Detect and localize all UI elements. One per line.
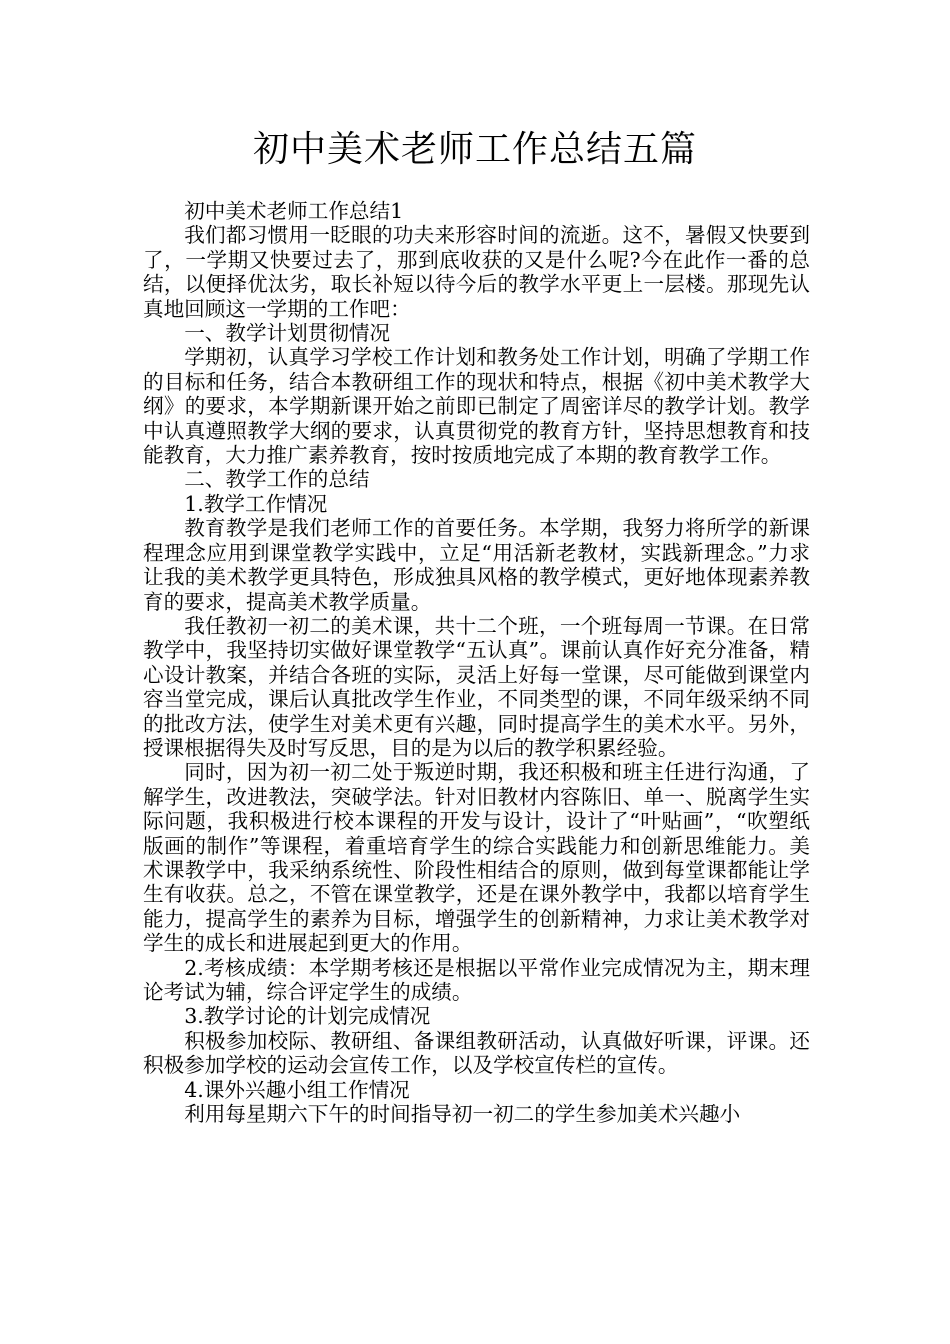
paragraph: 我们都习惯用一眨眼的功夫来形容时间的流逝。这不，暑假又快要到了，一学期又快要过去了，那到底收获的又是什么呢?今在此作一番的总结，以便择优汰劣，取长补短以待今后的教学水平更上一层楼。那现先认真地回顾这一学期的工作吧： — [143, 223, 810, 321]
subsection-heading: 4.课外兴趣小组工作情况 — [184, 1077, 410, 1102]
paragraph: 积极参加校际、教研组、备课组教研活动，认真做好听课，评课。还积极参加学校的运动会宣传工作，以及学校宣传栏的宣传。 — [143, 1028, 810, 1078]
section-heading: 初中美术老师工作总结1 — [184, 199, 404, 223]
section-heading: 一、教学计划贯彻情况 — [184, 321, 391, 346]
paragraph: 学期初，认真学习学校工作计划和教务处工作计划，明确了学期工作的目标和任务，结合本教研组工作的现状和特点，根据《初中美术教学大纲》的要求，本学期新课开始之前即已制定了周密详尽的教学计划。教学中认真遵照教学大纲的要求，认真贯彻党的教育方针，坚持思想教育和技能教育，大力推广素养教育，按时按质地完成了本期的教育教学工作。 — [143, 345, 810, 468]
paragraph: 教育教学是我们老师工作的首要任务。本学期，我努力将所学的新课程理念应用到课堂教学实践中，立足“用活新老教材，实践新理念。”力求让我的美术教学更具特色，形成独具风格的教学模式，更好地体现素养教育的要求，提高美术教学质量。 — [143, 516, 810, 614]
paragraph: 2.考核成绩：本学期考核还是根据以平常作业完成情况为主，期末理论考试为辅，综合评定学生的成绩。 — [143, 955, 810, 1004]
paragraph: 同时，因为初一初二处于叛逆时期，我还积极和班主任进行沟通，了解学生，改进教法，突破学法。针对旧教材内容陈旧、单一、脱离学生实际问题，我积极进行校本课程的开发与设计，设计了“叶贴画”，“吹塑纸版画的制作”等课程，着重培育学生的综合实践能力和创新思维能力。美术课教学中，我采纳系统性、阶段性相结合的原则，做到每堂课都能让学生有收获。总之，不管在课堂教学，还是在课外教学中，我都以培育学生能力，提高学生的素养为目标，增强学生的创新精神，力求让美术教学对学生的成长和进展起到更大的作用。 — [143, 760, 810, 956]
document-body — [143, 199, 810, 1126]
document-title: 初中美术老师工作总结五篇 — [252, 129, 697, 170]
paragraph: 我任教初一初二的美术课，共十二个班，一个班每周一节课。在日常教学中，我坚持切实做好课堂教学“五认真”。课前认真作好充分准备，精心设计教案，并结合各班的实际，灵活上好每一堂课，尽可能做到课堂内容当堂完成，课后认真批改学生作业，不同类型的课，不同年级采纳不同的批改方法，使学生对美术更有兴趣，同时提高学生的美术水平。另外，授课根据得失及时写反思，目的是为以后的教学积累经验。 — [143, 613, 810, 760]
paragraph: 利用每星期六下午的时间指导初一初二的学生参加美术兴趣小 — [184, 1102, 741, 1127]
section-heading: 二、教学工作的总结 — [184, 467, 370, 492]
subsection-heading: 3.教学讨论的计划完成情况 — [184, 1004, 431, 1029]
subsection-heading: 1.教学工作情况 — [184, 491, 328, 516]
